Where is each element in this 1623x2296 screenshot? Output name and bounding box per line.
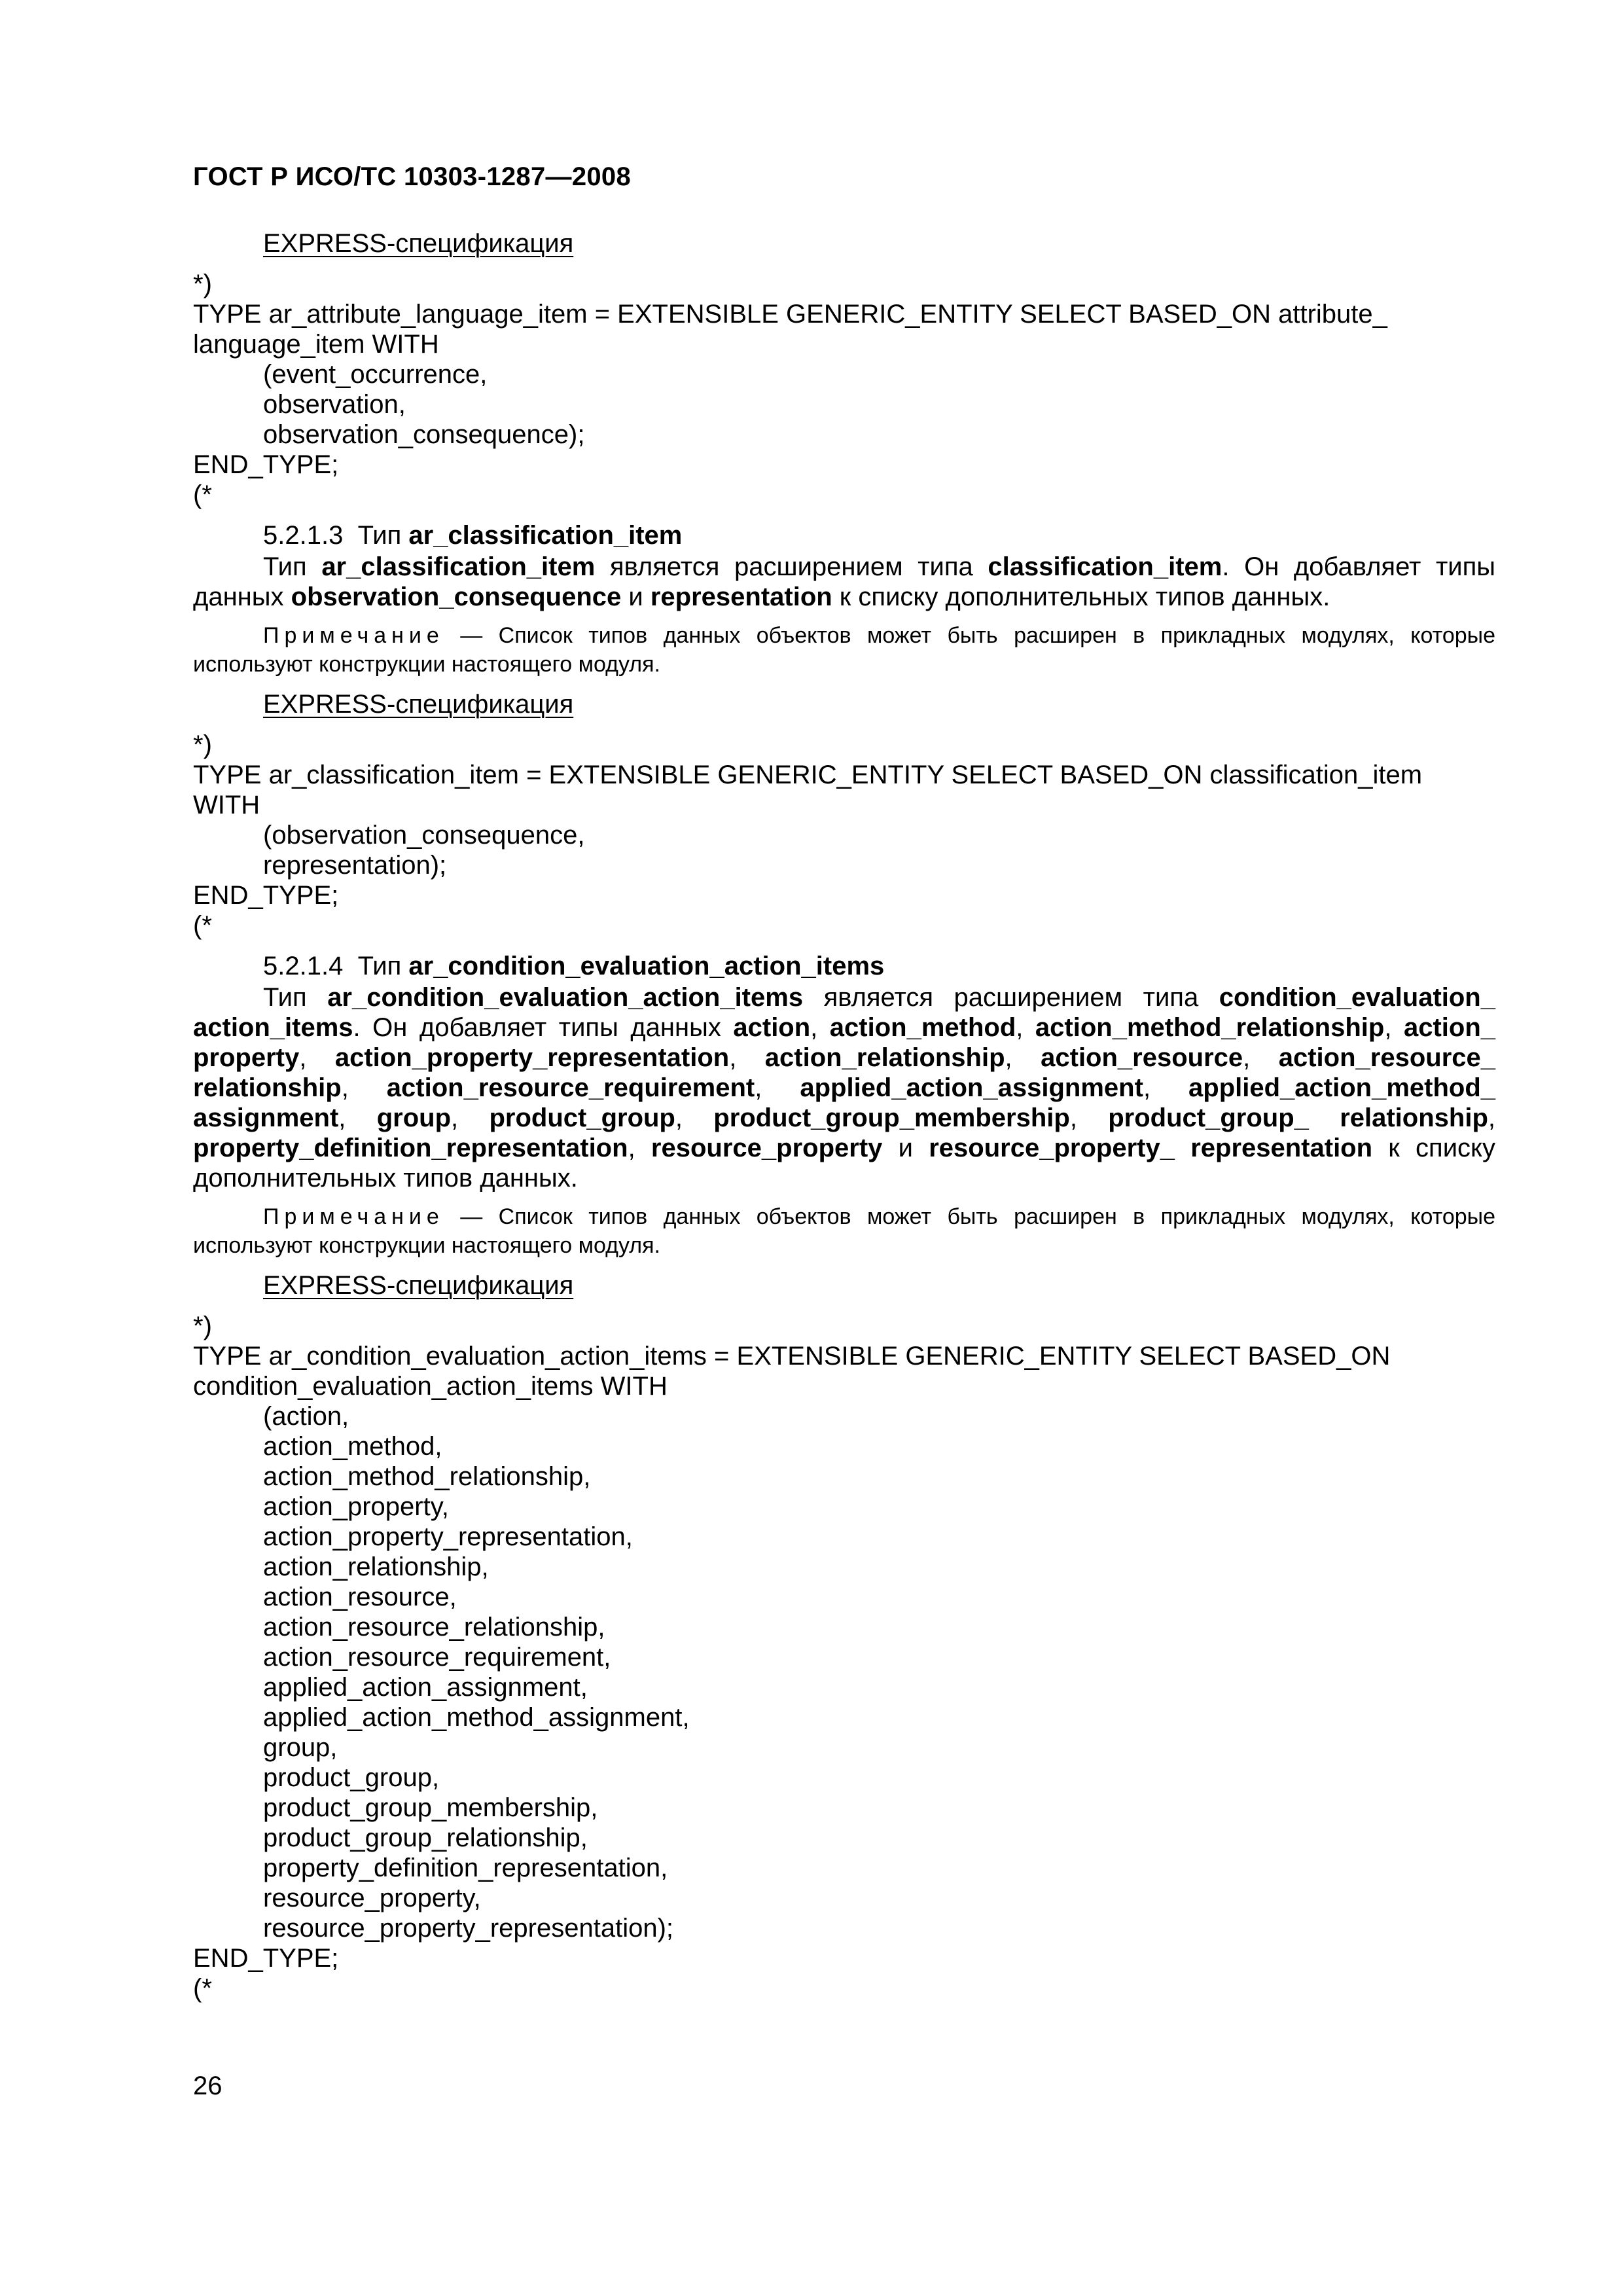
code-close-marker: (*: [193, 1974, 212, 2003]
code-item: action_method_relationship,: [263, 1462, 591, 1491]
code-item: action_relationship,: [263, 1552, 489, 1581]
code-open-marker: *): [193, 1312, 212, 1340]
code-line: WITH: [193, 791, 260, 819]
code-item: resource_property,: [263, 1884, 481, 1912]
code-item: (action,: [263, 1402, 349, 1431]
code-item: (event_occurrence,: [263, 360, 488, 389]
code-open-marker: *): [193, 270, 212, 298]
code-item: applied_action_method_assignment,: [263, 1703, 690, 1732]
code-end: END_TYPE;: [193, 450, 339, 479]
code-line: condition_evaluation_action_items WITH: [193, 1372, 668, 1401]
code-item: observation,: [263, 390, 406, 419]
code-line: TYPE ar_condition_evaluation_action_items = EXTENSIBLE GENERIC_ENTITY SELECT BASED_ON: [193, 1342, 1391, 1371]
code-item: observation_consequence);: [263, 420, 585, 449]
code-close-marker: (*: [193, 480, 212, 509]
code-item: representation);: [263, 851, 447, 880]
note-paragraph: Примечание — Список типов данных объектов может быть расширен в прикладных модулях, которые используют конструкции настоящего модуля.: [193, 623, 1495, 677]
section-paragraph: Тип ar_condition_evaluation_action_items является расширением типа condition_evaluation_ action_items. Он добавляет типы данных action, action_method, action_method_relationship, action_ property, action_property_representation, action_relationship, action_resource, action_resource_ relationship, action_resource_requirement, applied_action_assignment, applied_action_method_ assignment, group, product_group, product_group_membership, product_group_ relationship, property_definition_representation, resource_property и resource_property_ representation к списку дополнительных типов данных.: [193, 983, 1496, 1193]
code-open-marker: *): [193, 730, 212, 759]
note-paragraph: Примечание — Список типов данных объектов может быть расширен в прикладных модулях, которые используют конструкции настоящего модуля.: [193, 1204, 1495, 1258]
code-line: TYPE ar_classification_item = EXTENSIBLE GENERIC_ENTITY SELECT BASED_ON classification_item: [193, 761, 1423, 789]
code-item: product_group,: [263, 1763, 440, 1792]
code-item: applied_action_assignment,: [263, 1673, 588, 1702]
code-item: group,: [263, 1733, 338, 1762]
code-close-marker: (*: [193, 911, 212, 940]
express-spec-label: EXPRESS-спецификация: [263, 690, 574, 719]
page-content: [193, 227, 1495, 2003]
code-item-list: [193, 1401, 1495, 1943]
code-item: property_definition_representation,: [263, 1854, 668, 1882]
express-code-block: [193, 730, 1495, 941]
code-end: END_TYPE;: [193, 881, 339, 910]
document-header: ГОСТ Р ИСО/ТС 10303-1287—2008: [193, 162, 632, 191]
code-item: action_resource_relationship,: [263, 1613, 605, 1641]
code-line: TYPE ar_attribute_language_item = EXTENSIBLE GENERIC_ENTITY SELECT BASED_ON attribute_: [193, 300, 1387, 329]
page-number: 26: [193, 2072, 223, 2100]
code-item: resource_property_representation);: [263, 1914, 674, 1943]
section-heading: 5.2.1.3 Тип ar_classification_item: [263, 521, 683, 550]
section-heading: 5.2.1.4 Тип ar_condition_evaluation_action_items: [263, 952, 885, 980]
express-code-block: [193, 1311, 1495, 2003]
code-item: action_method,: [263, 1432, 442, 1461]
code-item: (observation_consequence,: [263, 821, 585, 850]
code-item: action_property,: [263, 1492, 449, 1521]
code-item: action_property_representation,: [263, 1522, 633, 1551]
code-item: product_group_relationship,: [263, 1823, 588, 1852]
code-item: action_resource,: [263, 1583, 457, 1611]
express-spec-label: EXPRESS-спецификация: [263, 1271, 574, 1300]
code-item: product_group_membership,: [263, 1793, 598, 1822]
code-item: action_resource_requirement,: [263, 1643, 611, 1672]
express-spec-label: EXPRESS-спецификация: [263, 229, 574, 258]
code-line: language_item WITH: [193, 330, 439, 359]
code-end: END_TYPE;: [193, 1944, 339, 1973]
express-code-block: [193, 269, 1495, 510]
section-paragraph: Тип ar_classification_item является расширением типа classification_item. Он добавляет типы данных observation_consequence и representation к списку дополнительных типов данных.: [193, 552, 1496, 611]
